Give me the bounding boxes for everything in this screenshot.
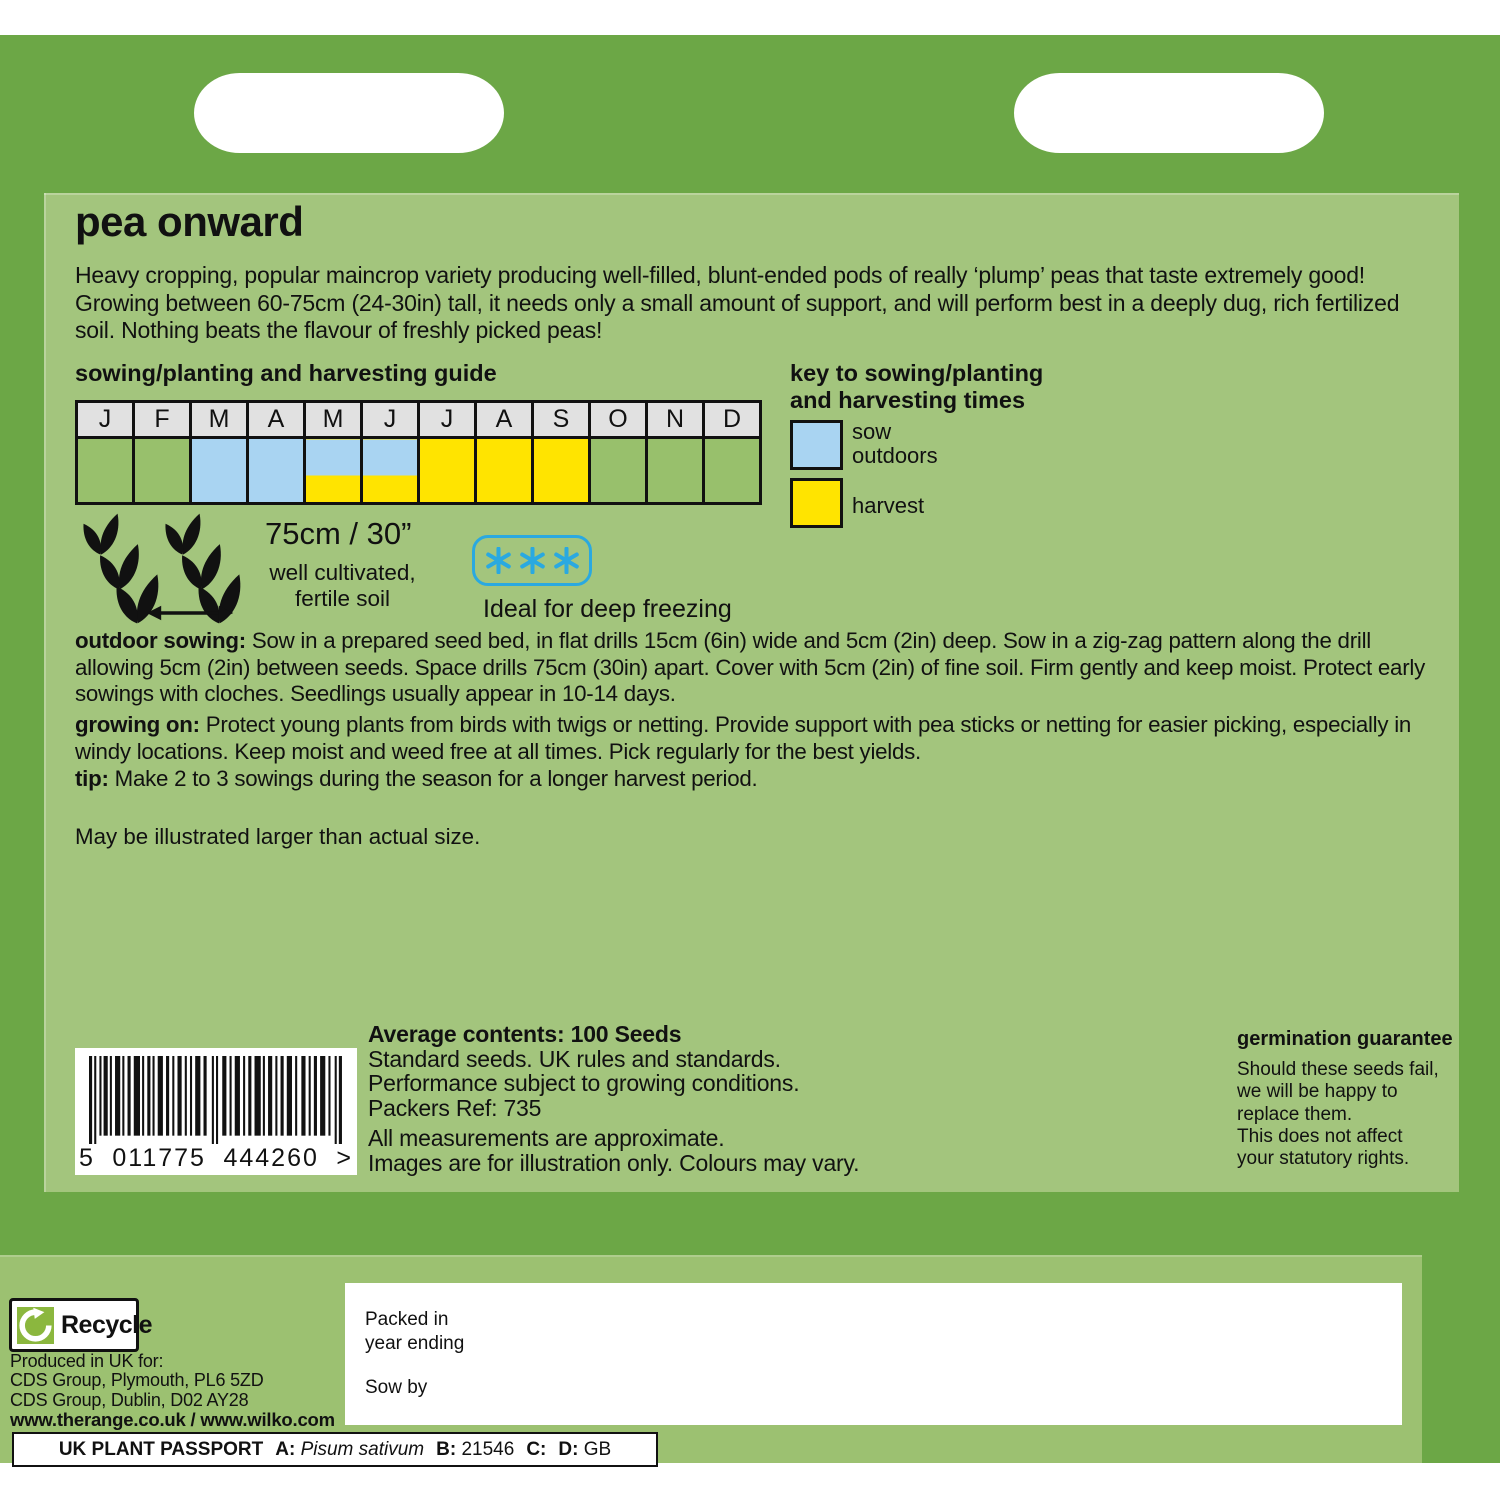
month-table bbox=[75, 400, 762, 505]
guarantee-line: replace them. bbox=[1237, 1103, 1353, 1125]
growing-on-paragraph bbox=[75, 712, 1435, 765]
handle-cutout-right bbox=[1014, 73, 1324, 153]
outdoor-sowing-label: outdoor sowing: bbox=[75, 628, 246, 653]
month-cell-jan bbox=[77, 438, 134, 504]
guarantee-line: we will be happy to bbox=[1237, 1081, 1398, 1103]
passport-c-label: C: bbox=[526, 1438, 547, 1460]
month-header-sep: S bbox=[533, 402, 590, 438]
passport-d-value: GB bbox=[583, 1438, 612, 1460]
deep-freezing-badge bbox=[472, 535, 592, 586]
variety-description: Heavy cropping, popular maincrop variety producing well-filled, blunt-ended pods of really ‘plump’ peas that taste extremely good! Growing between 60-75cm (24-30in) tall, it needs only a small amount of support, and will perform best in a deeply dug, rich fertilized soil. Nothing beats the flavour of freshly picked peas! bbox=[75, 262, 1400, 343]
passport-a-value: Pisum sativum bbox=[300, 1438, 425, 1460]
contents-line: Images are for illustration only. Colours may vary. bbox=[368, 1149, 860, 1176]
size-note: May be illustrated larger than actual size. bbox=[75, 824, 481, 849]
month-cell-may-sow-harvest bbox=[305, 438, 362, 504]
germination-guarantee bbox=[1237, 1028, 1453, 1170]
year-ending-label: year ending bbox=[365, 1333, 465, 1354]
packed-in-label: Packed in bbox=[365, 1309, 449, 1330]
passport-b-value: 21546 bbox=[461, 1438, 515, 1460]
month-cell-oct bbox=[590, 438, 647, 504]
outdoor-sowing-text: Sow in a prepared seed bed, in flat drills 15cm (6in) wide and 5cm (2in) deep. Sow in a zig-zag pattern along the drill allowing 5cm (2in) between seeds. Space drills 75cm (30in) apart. Cover with 5cm (2in) of fine soil. Firm gently and keep moist. Protect early sowings with cloches. Seedlings usually appear in 10-14 days. bbox=[75, 628, 1425, 707]
contents-line: Standard seeds. UK rules and standards. bbox=[368, 1045, 781, 1072]
packed-sow-box bbox=[345, 1283, 1402, 1425]
month-cell-feb bbox=[134, 438, 191, 504]
month-cell-nov bbox=[647, 438, 704, 504]
deep-freezing-label: Ideal for deep freezing bbox=[483, 595, 732, 623]
month-header-may: M bbox=[305, 402, 362, 438]
month-header-oct: O bbox=[590, 402, 647, 438]
month-header-mar: M bbox=[191, 402, 248, 438]
tip-text: Make 2 to 3 sowings during the season for a longer harvest period. bbox=[114, 766, 758, 791]
barcode-digits: 5 011775 444260 > bbox=[79, 1144, 353, 1172]
month-header-row bbox=[77, 402, 761, 438]
produced-line: Produced in UK for: bbox=[10, 1351, 164, 1371]
recycle-label: Recycle bbox=[61, 1310, 153, 1339]
guide-heading: sowing/planting and harvesting guide bbox=[75, 360, 497, 386]
recycle-icon bbox=[17, 1307, 54, 1344]
outdoor-sowing-paragraph bbox=[75, 628, 1435, 708]
harvest-label: harvest bbox=[852, 493, 925, 518]
month-schedule-row bbox=[77, 438, 761, 504]
snowflake-icon bbox=[553, 547, 580, 574]
month-header-feb: F bbox=[134, 402, 191, 438]
address-line-2: CDS Group, Dublin, D02 AY28 bbox=[10, 1389, 249, 1410]
month-cell-jul-harvest bbox=[419, 438, 476, 504]
barcode-bars bbox=[89, 1056, 343, 1144]
plant-height: 75cm / 30” bbox=[265, 516, 412, 551]
passport-label: UK PLANT PASSPORT bbox=[58, 1438, 264, 1460]
passport-d-label: D: bbox=[558, 1438, 579, 1460]
month-header-jun: J bbox=[362, 402, 419, 438]
address-line-1: CDS Group, Plymouth, PL6 5ZD bbox=[10, 1370, 264, 1391]
month-cell-apr-sow bbox=[248, 438, 305, 504]
month-header-nov: N bbox=[647, 402, 704, 438]
month-cell-jun-sow-harvest bbox=[362, 438, 419, 504]
month-cell-dec bbox=[704, 438, 761, 504]
contents-line: Performance subject to growing conditions. bbox=[368, 1070, 800, 1097]
guarantee-line: your statutory rights. bbox=[1237, 1148, 1410, 1170]
contents-line: All measurements are approximate. bbox=[368, 1125, 725, 1152]
passport-b-label: B: bbox=[436, 1438, 457, 1460]
growing-on-text: Protect young plants from birds with twigs or netting. Provide support with pea sticks or netting for easier picking, especially in windy locations. Keep moist and weed free at all times. Pick regularly for the best yields. bbox=[75, 712, 1412, 764]
month-cell-mar-sow bbox=[191, 438, 248, 504]
sow-outdoors-swatch bbox=[790, 420, 843, 470]
barcode bbox=[75, 1048, 357, 1175]
websites: www.therange.co.uk / www.wilko.com bbox=[10, 1408, 335, 1430]
packet-title: pea onward bbox=[75, 198, 304, 245]
tip-paragraph bbox=[75, 766, 1435, 793]
guarantee-heading: germination guarantee bbox=[1237, 1028, 1453, 1050]
sow-by-label: Sow by bbox=[365, 1377, 428, 1398]
guarantee-line: This does not affect bbox=[1237, 1125, 1403, 1147]
producer-address bbox=[10, 1352, 335, 1429]
month-header-jul: J bbox=[419, 402, 476, 438]
sow-outdoors-label: sow outdoors bbox=[852, 419, 938, 468]
month-cell-aug-harvest bbox=[476, 438, 533, 504]
snowflake-icon bbox=[519, 547, 546, 574]
month-header-dec: D bbox=[704, 402, 761, 438]
spacing-arrow-icon bbox=[145, 603, 235, 623]
soil-requirement: well cultivated, fertile soil bbox=[269, 560, 416, 611]
month-header-apr: A bbox=[248, 402, 305, 438]
packers-ref: Packers Ref: 735 bbox=[368, 1094, 542, 1121]
uk-plant-passport bbox=[12, 1432, 658, 1467]
tip-label: tip: bbox=[75, 766, 109, 791]
growing-on-label: growing on: bbox=[75, 712, 200, 737]
key-heading: key to sowing/planting and harvesting times bbox=[790, 360, 1044, 413]
guarantee-line: Should these seeds fail, bbox=[1237, 1059, 1439, 1080]
contents-block bbox=[368, 1022, 859, 1176]
average-contents: Average contents: 100 Seeds bbox=[368, 1021, 682, 1047]
month-header-jan: J bbox=[77, 402, 134, 438]
harvest-swatch bbox=[790, 478, 843, 528]
recycle-badge bbox=[9, 1298, 153, 1352]
handle-cutout-left bbox=[194, 73, 504, 153]
snowflake-icon bbox=[485, 547, 512, 574]
month-cell-sep-harvest bbox=[533, 438, 590, 504]
month-header-aug: A bbox=[476, 402, 533, 438]
passport-a-label: A: bbox=[275, 1438, 296, 1460]
